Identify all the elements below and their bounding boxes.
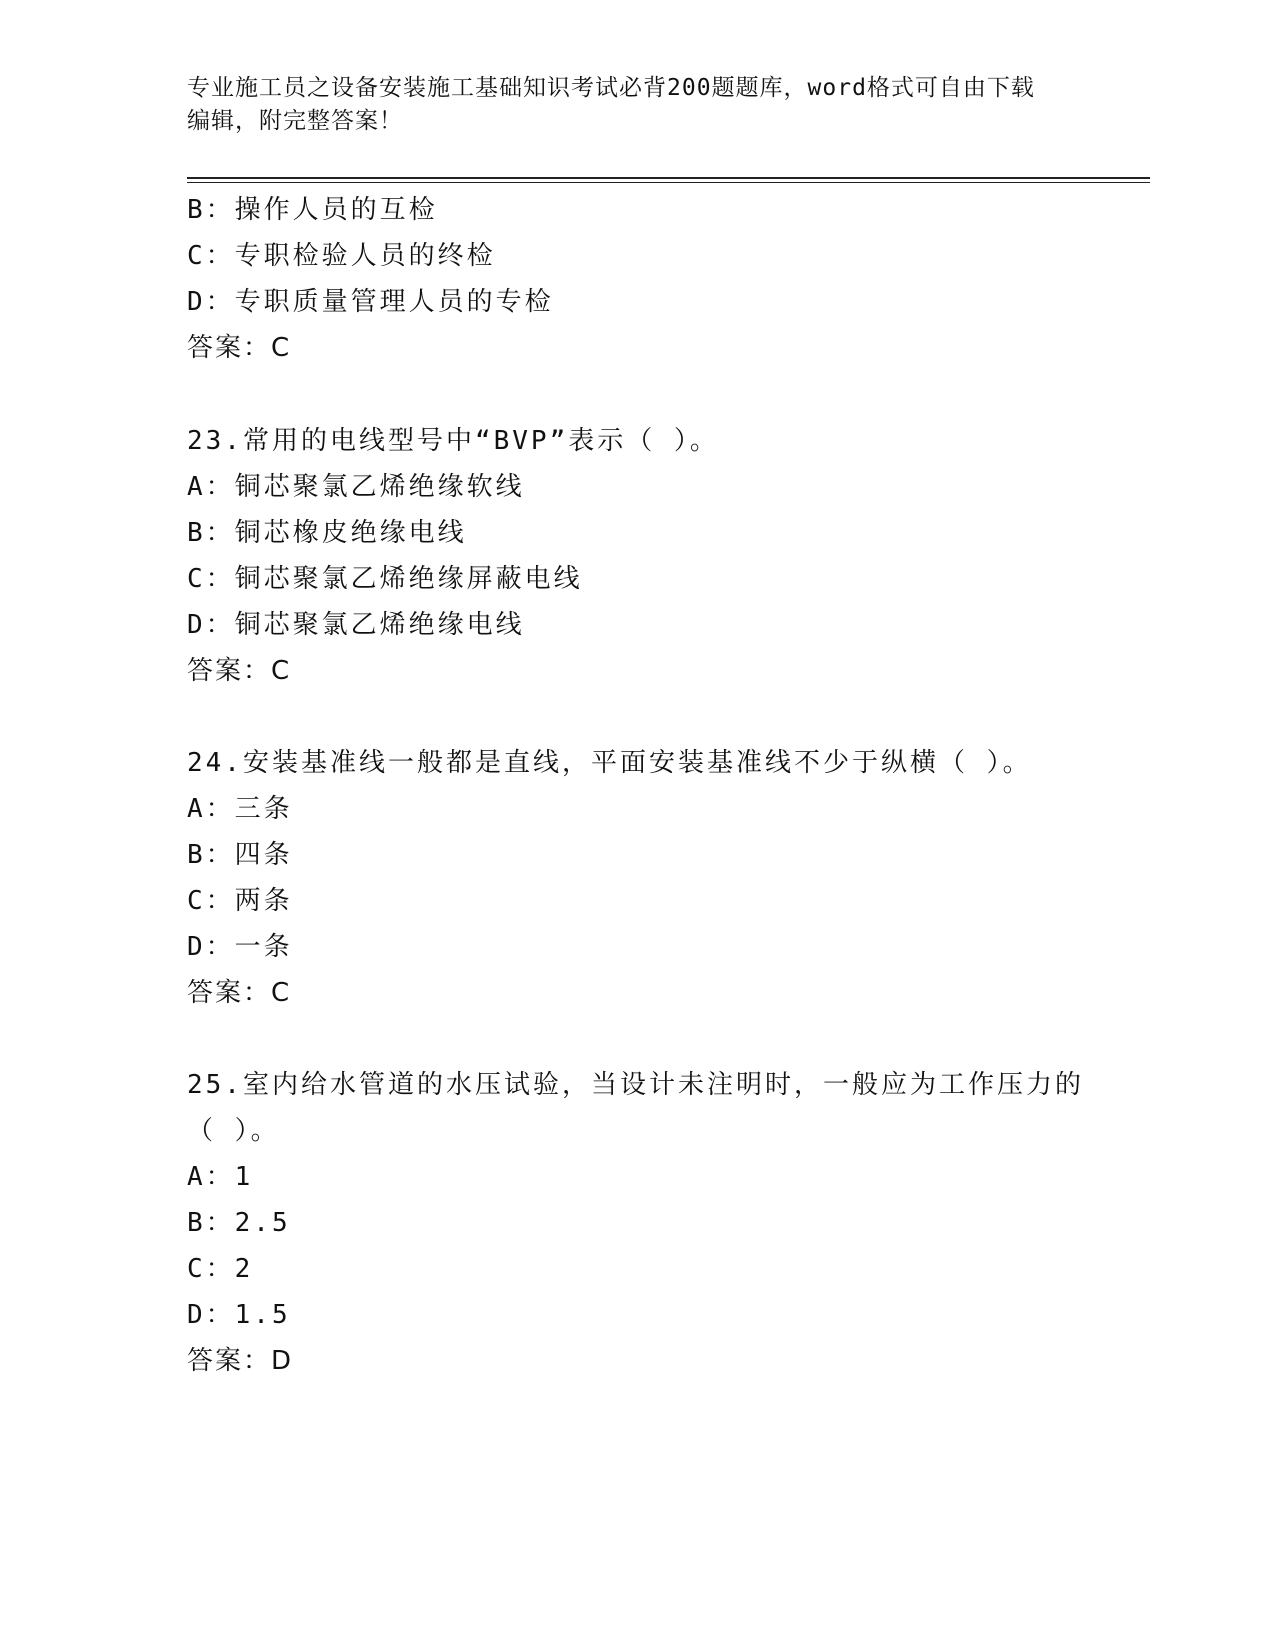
q23-answer: 答案：C [187, 656, 292, 686]
q24-option-a: A：三条 [187, 794, 293, 824]
q25-stem-line-1: 25.室内给水管道的水压试验，当设计未注明时，一般应为工作压力的 [187, 1070, 1084, 1100]
q24-stem: 24.安装基准线一般都是直线，平面安装基准线不少于纵横（ ）。 [187, 748, 1032, 778]
q25-answer: 答案：D [187, 1346, 294, 1376]
q23-stem: 23.常用的电线型号中“BVP”表示（ ）。 [187, 426, 719, 456]
q23-option-a: A：铜芯聚氯乙烯绝缘软线 [187, 472, 525, 502]
q23-option-d: D：铜芯聚氯乙烯绝缘电线 [187, 610, 525, 640]
header-line-2: 编辑，附完整答案！ [187, 108, 403, 134]
q25-option-d: D：1.5 [187, 1300, 291, 1330]
q23-option-c: C：铜芯聚氯乙烯绝缘屏蔽电线 [187, 564, 583, 594]
q24-option-c: C：两条 [187, 886, 293, 916]
header-line-1: 专业施工员之设备安装施工基础知识考试必背200题题库，word格式可自由下载 [187, 75, 1035, 101]
header-rule-thick [187, 177, 1150, 179]
q22-option-b: B：操作人员的互检 [187, 195, 438, 225]
q25-option-b: B：2.5 [187, 1208, 291, 1238]
document-header [187, 72, 1087, 138]
q25-stem-line-2: （ ）。 [187, 1116, 280, 1146]
header-rule-thin [187, 182, 1150, 183]
q22-option-c: C：专职检验人员的终检 [187, 241, 496, 271]
q25-option-a: A：1 [187, 1162, 254, 1192]
q22-answer: 答案：C [187, 333, 292, 363]
q25-option-c: C：2 [187, 1254, 254, 1284]
q22-option-d: D：专职质量管理人员的专检 [187, 287, 554, 317]
q24-answer: 答案：C [187, 978, 292, 1008]
q24-option-b: B：四条 [187, 840, 293, 870]
q24-option-d: D：一条 [187, 932, 293, 962]
q23-option-b: B：铜芯橡皮绝缘电线 [187, 518, 467, 548]
